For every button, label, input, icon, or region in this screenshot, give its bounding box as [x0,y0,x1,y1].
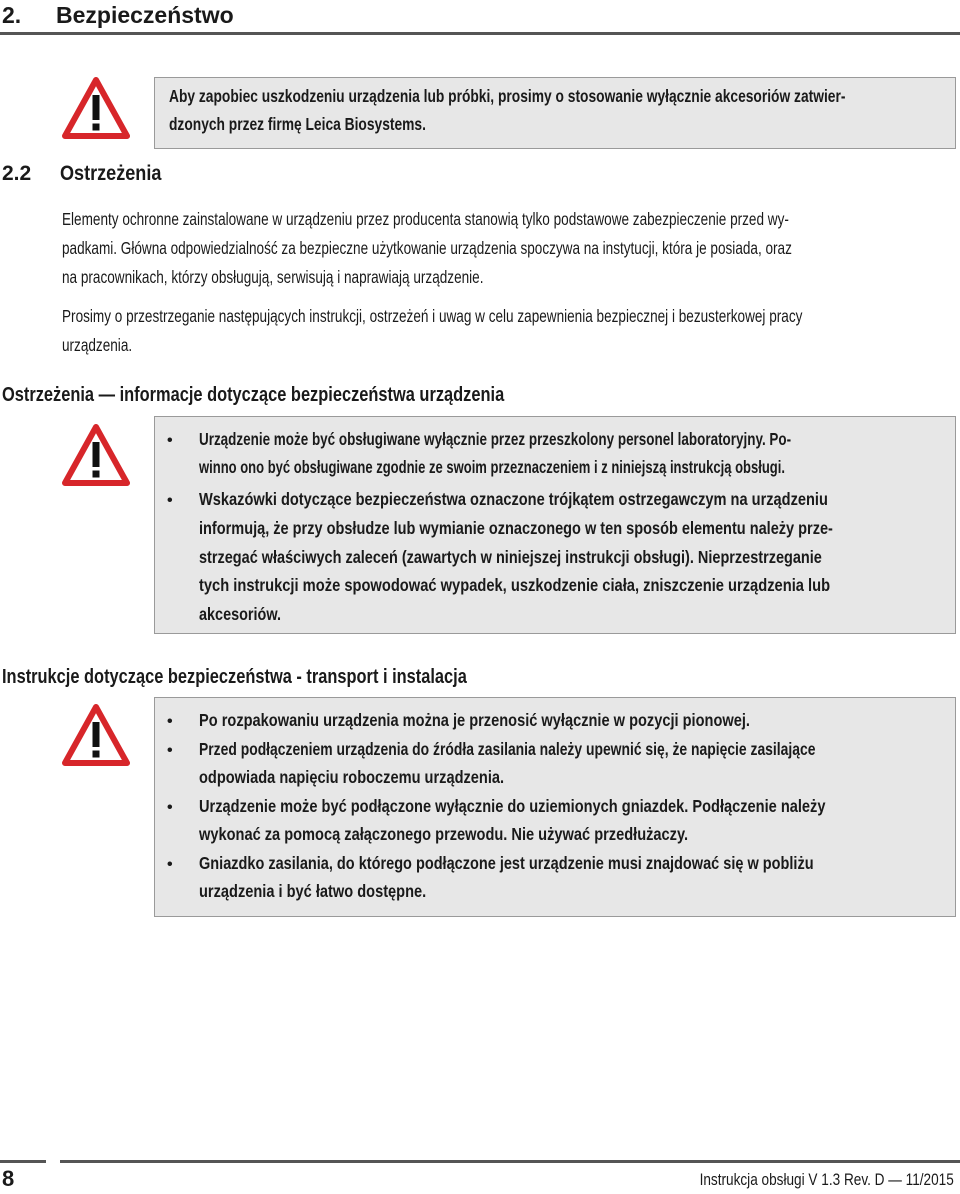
bullet-icon: • [167,856,173,873]
chapter-title: Bezpieczeństwo [56,2,234,28]
list-item-line: odpowiada napięciu roboczemu urządzenia. [199,767,505,787]
section-number: 2.2 [2,162,32,185]
accessories-note-line: dzonych przez firmę Leica Biosystems. [169,114,426,134]
list-item-line: Wskazówki dotyczące bezpieczeństwa oznaczone trójkątem ostrzegawczym na urządzeniu [199,489,828,509]
footer-doc-info-text: Instrukcja obsługi V 1.3 Rev. D — 11/2015 [699,1170,954,1189]
bullet-icon: • [167,742,173,759]
accessories-note-box [154,77,956,149]
list-item-line: tych instrukcji może spowodować wypadek, uszkodzenie ciała, zniszczenie urządzenia lub [199,575,831,595]
list-item-line: Gniazdko zasilania, do którego podłączone jest urządzenie musi znajdować się w pobliżu [199,853,814,873]
chapter-number: 2. [2,2,22,28]
list-item-line: Po rozpakowaniu urządzenia można je przenosić wyłącznie w pozycji pionowej. [199,710,750,730]
list-item-line: Urządzenie może być obsługiwane wyłącznie przez przeszkolony personel laboratoryjny. Po- [199,429,792,449]
bullet-icon: • [167,432,173,449]
list-item-line: wykonać za pomocą załączonego przewodu. Nie używać przedłużaczy. [199,824,689,844]
transport-heading [2,666,569,689]
transport-box [154,697,956,917]
list-item-line: strzegać właściwych zaleceń (zawartych w niniejszej instrukcji obsługi). Nieprzestrzeganie [199,547,822,567]
compliance-line: Prosimy o przestrzeganie następujących instrukcji, ostrzeżeń i uwag w celu zapewnienia bezpiecznej i bezusterkowej pracy [62,306,803,326]
transport-heading-text: Instrukcje dotyczące bezpieczeństwa - transport i instalacja [2,666,467,688]
list-item-line: Urządzenie może być podłączone wyłącznie do uziemionych gniazdek. Podłączenie należy [199,796,826,816]
list-item-line: informują, że przy obsłudze lub wymianie oznaczonego w ten sposób elementu należy prze- [199,518,833,538]
bullet-icon: • [167,713,173,730]
section-title: Ostrzeżenia [60,162,162,185]
compliance-line: urządzenia. [62,335,133,355]
section-heading-22 [2,162,162,186]
warnings-box [154,416,956,634]
warnings-heading [2,384,614,407]
footer-rule-left [0,1160,46,1163]
intro-line: padkami. Główna odpowiedzialność za bezpieczne użytkowanie urządzenia spoczywa na instytucji, która je posiada, oraz [62,238,792,258]
warning-triangle-icon [62,424,130,486]
bullet-icon: • [167,492,173,509]
intro-line: na pracownikach, którzy obsługują, serwisują i naprawiają urządzenie. [62,267,484,287]
intro-line: Elementy ochronne zainstalowane w urządzeniu przez producenta stanowią tylko podstawowe zabezpieczenie przed wy- [62,209,789,229]
warning-triangle-icon [62,704,130,766]
list-item-line: akcesoriów. [199,604,282,624]
bullet-icon: • [167,799,173,816]
list-item-line: winno ono być obsługiwane zgodnie ze swoim przeznaczeniem i z niniejszą instrukcją obsługi. [199,457,785,477]
page-number: 8 [2,1166,15,1191]
warnings-heading-text: Ostrzeżenia — informacje dotyczące bezpieczeństwa urządzenia [2,384,505,406]
accessories-note-line: Aby zapobiec uszkodzeniu urządzenia lub próbki, prosimy o stosowanie wyłącznie akcesoriów zatwier- [169,86,846,106]
list-item-line: urządzenia i być łatwo dostępne. [199,881,427,901]
list-item-line: Przed podłączeniem urządzenia do źródła zasilania należy upewnić się, że napięcie zasilające [199,739,816,759]
footer-rule-right [60,1160,960,1163]
warning-triangle-icon [62,77,130,139]
chapter-header [0,0,960,35]
footer-doc-info [636,1170,954,1190]
